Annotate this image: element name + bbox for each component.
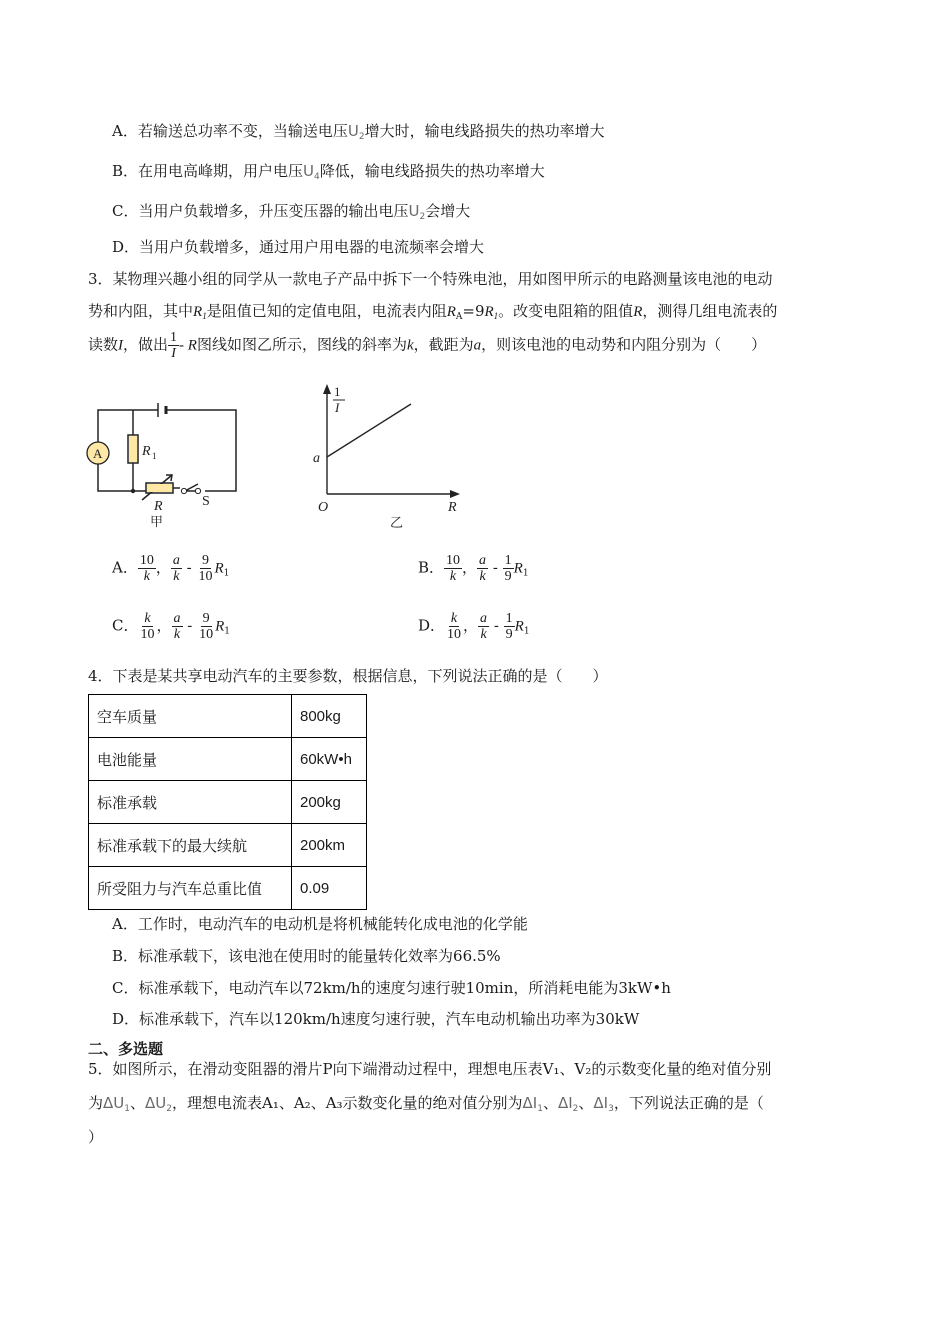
q3-option-d: D． $\frac{k}{10}$ ， $\frac{a}{k}$ - $\frac{1}{9}$ $R_1$ <box>418 611 530 642</box>
ammeter-label: A <box>93 446 103 461</box>
y-axis-num: 1 <box>334 384 341 399</box>
q3-option-b: B． $\frac{10}{k}$ ， $\frac{a}{k}$ - $\frac{1}{9}$ $R_1$ <box>418 553 529 584</box>
table-row: 电池能量 60kW•h <box>89 738 367 781</box>
q4-option-b: B．标准承载下，该电池在使用时的能量转化效率为66.5% <box>112 947 501 965</box>
option-c: C．当用户负载增多，升压变压器的输出电压$U_2$会增大 <box>112 202 471 222</box>
q4-option-a: A．工作时，电动汽车的电动机是将机械能转化成电池的化学能 <box>112 915 528 933</box>
q5-line3: ） <box>88 1128 104 1146</box>
y-axis-den: I <box>335 400 340 415</box>
option-b: B．在用电高峰期，用户电压$U_4$降低，输电线路损失的热功率增大 <box>112 162 545 182</box>
option-a: A．若输送总功率不变，当输送电压$U_2$增大时，输电线路损失的热功率增大 <box>112 122 605 142</box>
caption-jia: 甲 <box>150 514 164 529</box>
q3-line2: 势和内阻，其中$R_1$是阻值已知的定值电阻，电流表内阻$R_A=9R_1$。改变电阻箱的阻值R，测得几组电流表的 <box>88 302 778 322</box>
q3-line3: 读数I，做出 $\frac{1}{I}$ - R图线如图乙所示，图线的斜率为k，截距为a，则该电池的电动势和内阻分别为（ ） <box>88 330 767 361</box>
q3-line1: 3．某物理兴趣小组的同学从一款电子产品中拆下一个特殊电池，用如图甲所示的电路测量该电池的电动 <box>88 270 773 288</box>
q4-stem: 4．下表是某共享电动汽车的主要参数，根据信息，下列说法正确的是（ ） <box>88 667 608 685</box>
one-over-i-fraction: $\frac{1}{I}$ <box>170 330 178 361</box>
option-d: D．当用户负载增多，通过用户用电器的电流频率会增大 <box>112 238 485 256</box>
q4-option-c: C．标准承载下，电动汽车以72km/h的速度匀速行驶10min，所消耗电能为3kW•h <box>112 979 671 997</box>
circuit-diagram-jia <box>80 398 260 538</box>
graph-yi <box>300 380 470 530</box>
r1-sub: 1 <box>152 451 157 461</box>
origin-label: O <box>318 500 329 515</box>
table-row: 标准承载 200kg <box>89 781 367 824</box>
table-row: 空车质量 800kg <box>89 695 367 738</box>
intercept-label: a <box>313 451 320 466</box>
switch-label: S <box>202 494 210 509</box>
r-label: R <box>154 499 163 514</box>
caption-yi: 乙 <box>390 515 404 530</box>
r1-label: R <box>142 444 151 459</box>
section-heading: 二、多选题 <box>88 1040 164 1058</box>
q3-option-a: A． $\frac{10}{k}$ ， $\frac{a}{k}$ - $\frac{9}{10}$ $R_1$ <box>112 553 230 584</box>
q3-option-c: C． $\frac{k}{10}$ ， $\frac{a}{k}$ - $\frac{9}{10}$ $R_1$ <box>112 611 231 642</box>
q5-line2: 为$\Delta U_1$、$\Delta U_2$，理想电流表A₁、A₂、A₃示数变化量的绝对值分别为$\Delta I_1$、$\Delta I_2$、$\Delta I_3$，下列说法正确的是（ <box>88 1094 764 1114</box>
parameter-table <box>88 694 367 910</box>
table-row: 标准承载下的最大续航 200km <box>89 824 367 867</box>
x-axis-label: R <box>448 500 457 515</box>
q4-option-d: D．标准承载下，汽车以120km/h速度匀速行驶，汽车电动机输出功率为30kW <box>112 1010 640 1028</box>
q5-line1: 5．如图所示，在滑动变阻器的滑片P向下端滑动过程中，理想电压表V₁、V₂的示数变化量的绝对值分别 <box>88 1060 772 1078</box>
table-row: 所受阻力与汽车总重比值 0.09 <box>89 867 367 910</box>
